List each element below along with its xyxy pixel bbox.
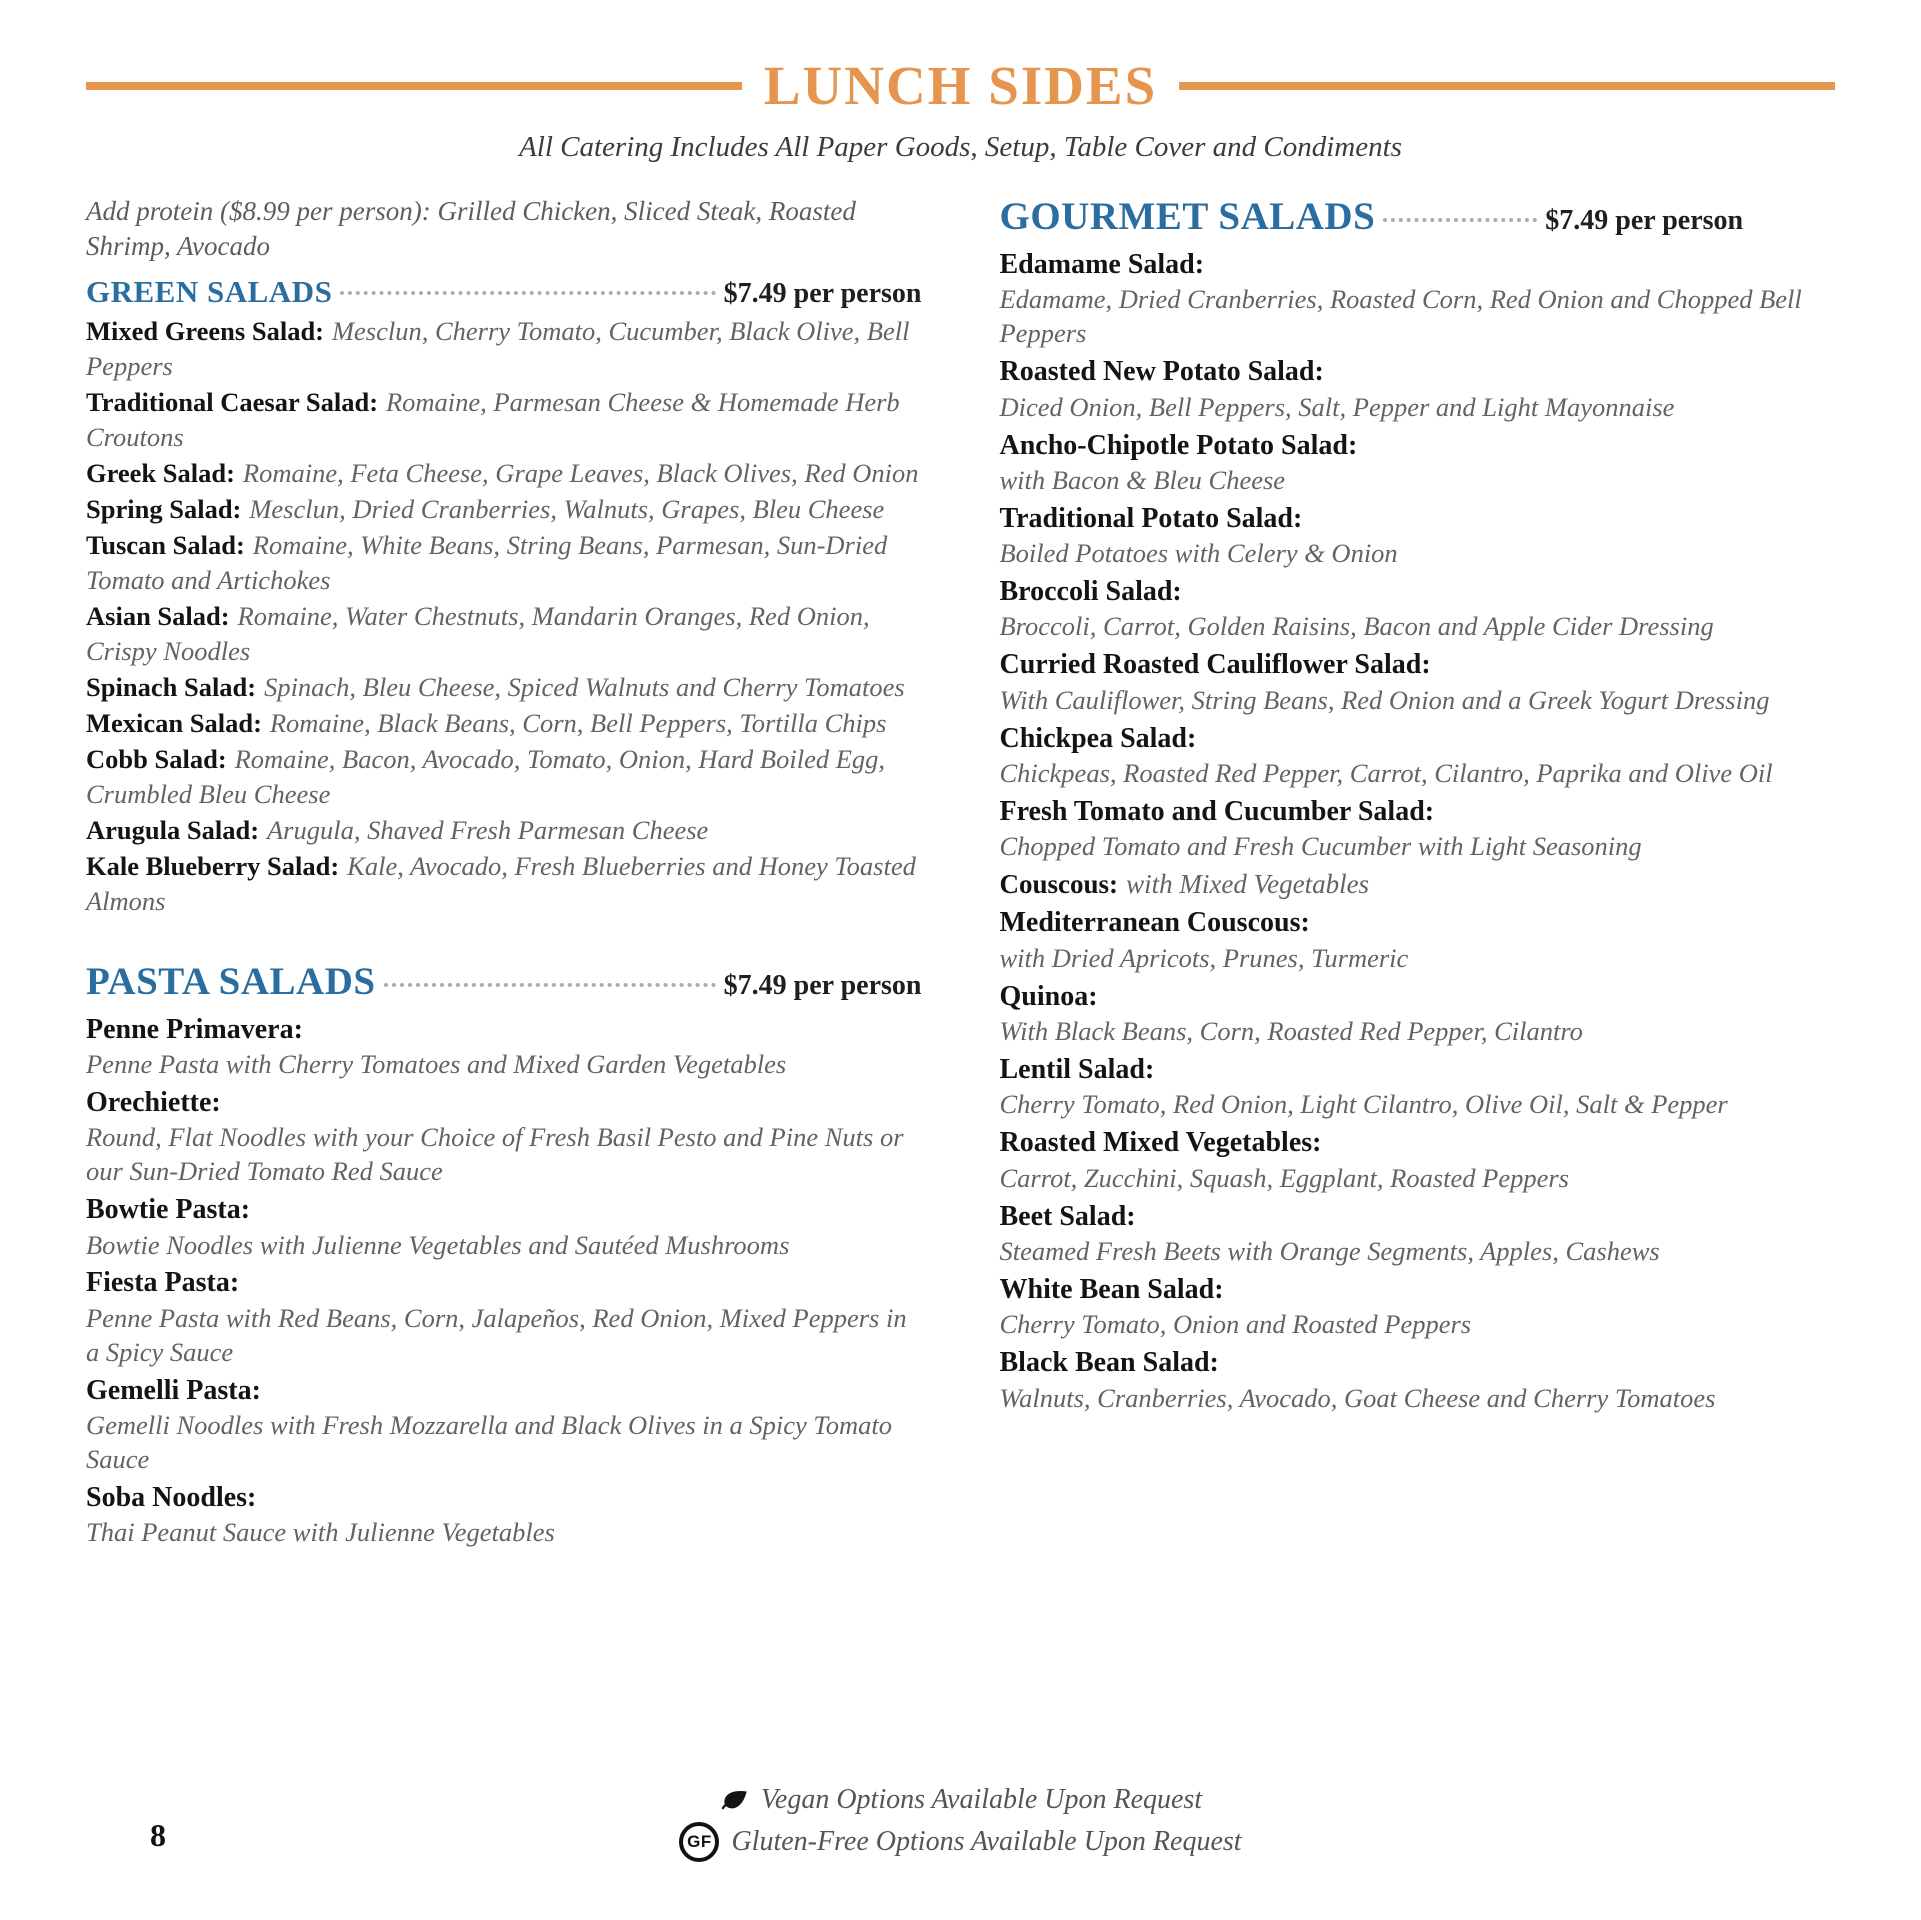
menu-item-description: Edamame, Dried Cranberries, Roasted Corn, Red Onion and Chopped Bell Peppers bbox=[999, 284, 1802, 349]
menu-item-name: Curried Roasted Cauliflower Salad: bbox=[999, 649, 1431, 681]
menu-item-description: Carrot, Zucchini, Squash, Eggplant, Roasted Peppers bbox=[999, 1162, 1569, 1193]
menu-item-description: Chopped Tomato and Fresh Cucumber with Light Seasoning bbox=[999, 831, 1642, 862]
pasta-salads-section bbox=[86, 959, 922, 1551]
menu-item-description: with Dried Apricots, Prunes, Turmeric bbox=[999, 942, 1409, 973]
menu-item-description: Spinach, Bleu Cheese, Spiced Walnuts and Cherry Tomatoes bbox=[264, 671, 905, 702]
menu-item bbox=[1000, 979, 1836, 1049]
menu-item-description: Bowtie Noodles with Julienne Vegetables and Sautéed Mushrooms bbox=[86, 1229, 790, 1260]
menu-item bbox=[86, 1373, 922, 1477]
dotted-leader bbox=[340, 291, 715, 295]
green-salads-items bbox=[86, 314, 922, 918]
page-header bbox=[86, 55, 1835, 116]
menu-item-description: Romaine, Bacon, Avocado, Tomato, Onion, Hard Boiled Egg, Crumbled Bleu Cheese bbox=[86, 743, 886, 809]
menu-item-name: Penne Primavera: bbox=[86, 1013, 303, 1045]
menu-item-name: Mixed Greens Salad: bbox=[86, 316, 325, 347]
green-salads-section bbox=[86, 274, 922, 918]
menu-item-name: Fresh Tomato and Cucumber Salad: bbox=[999, 795, 1435, 827]
menu-item bbox=[1000, 794, 1836, 864]
menu-item-name: Greek Salad: bbox=[86, 458, 235, 489]
pasta-salads-heading: PASTA SALADS bbox=[86, 959, 376, 1003]
pasta-salads-items bbox=[86, 1012, 922, 1551]
green-salads-heading: GREEN SALADS bbox=[86, 274, 333, 310]
dotted-leader bbox=[384, 983, 716, 987]
menu-item-description: Romaine, Black Beans, Corn, Bell Peppers, Tortilla Chips bbox=[269, 707, 887, 738]
menu-item-description: Penne Pasta with Cherry Tomatoes and Mixed Garden Vegetables bbox=[86, 1049, 787, 1080]
menu-item-description: Romaine, Feta Cheese, Grape Leaves, Black Olives, Red Onion bbox=[242, 458, 919, 489]
menu-item-name: White Bean Salad: bbox=[999, 1273, 1224, 1305]
menu-item-name: Kale Blueberry Salad: bbox=[86, 850, 340, 881]
menu-item-name: Orechiette: bbox=[86, 1086, 221, 1118]
menu-item-name: Asian Salad: bbox=[86, 600, 230, 631]
menu-item bbox=[86, 1265, 922, 1369]
gourmet-salads-price: $7.49 per person bbox=[1545, 205, 1744, 236]
green-salads-price: $7.49 per person bbox=[723, 278, 922, 310]
menu-item-description: Romaine, Parmesan Cheese & Homemade Herb Croutons bbox=[86, 387, 900, 453]
vegan-note-text: Vegan Options Available Upon Request bbox=[760, 1784, 1203, 1815]
gluten-free-icon: GF bbox=[679, 1822, 719, 1862]
menu-item bbox=[1000, 1199, 1836, 1269]
leaf-icon bbox=[716, 1782, 752, 1818]
menu-item bbox=[1000, 428, 1836, 498]
menu-item bbox=[1000, 1052, 1836, 1122]
menu-item-description: with Bacon & Bleu Cheese bbox=[999, 464, 1286, 495]
vegan-note-row bbox=[719, 1784, 1202, 1816]
menu-item-description: With Cauliflower, String Beans, Red Onion and a Greek Yogurt Dressing bbox=[999, 684, 1770, 715]
menu-item bbox=[86, 670, 922, 705]
menu-item-name: Roasted New Potato Salad: bbox=[999, 356, 1324, 388]
header-rule-right bbox=[1179, 82, 1835, 90]
menu-item bbox=[86, 1480, 922, 1550]
menu-item bbox=[86, 706, 922, 741]
pasta-salads-heading-row bbox=[86, 959, 922, 1004]
menu-item bbox=[86, 742, 922, 812]
menu-item bbox=[86, 599, 922, 669]
menu-item-name: Spinach Salad: bbox=[86, 671, 257, 702]
menu-item bbox=[1000, 1272, 1836, 1342]
header-rule-left bbox=[86, 82, 742, 90]
menu-item bbox=[1000, 1125, 1836, 1195]
menu-item bbox=[86, 849, 922, 919]
menu-item-description: Chickpeas, Roasted Red Pepper, Carrot, Cilantro, Paprika and Olive Oil bbox=[999, 758, 1773, 789]
menu-item-name: Broccoli Salad: bbox=[999, 576, 1182, 608]
menu-item-description: Gemelli Noodles with Fresh Mozzarella and Black Olives in a Spicy Tomato Sauce bbox=[86, 1410, 892, 1474]
page-title: LUNCH SIDES bbox=[763, 55, 1158, 116]
menu-item-name: Chickpea Salad: bbox=[999, 722, 1197, 754]
menu-item-name: Soba Noodles: bbox=[86, 1481, 257, 1513]
menu-item-description: Broccoli, Carrot, Golden Raisins, Bacon and Apple Cider Dressing bbox=[999, 611, 1714, 642]
menu-item-name: Beet Salad: bbox=[999, 1200, 1136, 1232]
menu-item bbox=[1000, 905, 1836, 975]
menu-item-name: Lentil Salad: bbox=[999, 1053, 1155, 1085]
menu-item-name: Mediterranean Couscous: bbox=[999, 907, 1310, 939]
menu-item-name: Arugula Salad: bbox=[86, 814, 260, 845]
menu-item bbox=[1000, 867, 1836, 902]
menu-item-description: Mesclun, Dried Cranberries, Walnuts, Grapes, Bleu Cheese bbox=[249, 494, 885, 525]
menu-item-description: Cherry Tomato, Red Onion, Light Cilantro, Olive Oil, Salt & Pepper bbox=[999, 1089, 1728, 1120]
menu-item-description: Arugula, Shaved Fresh Parmesan Cheese bbox=[266, 814, 709, 845]
menu-item bbox=[86, 1085, 922, 1189]
menu-item-description: With Black Beans, Corn, Roasted Red Pepper, Cilantro bbox=[999, 1016, 1583, 1047]
menu-item-name: Gemelli Pasta: bbox=[86, 1374, 261, 1406]
green-salads-heading-row bbox=[86, 274, 922, 310]
menu-item-description: Steamed Fresh Beets with Orange Segments, Apples, Cashews bbox=[999, 1235, 1660, 1266]
menu-item bbox=[1000, 354, 1836, 424]
gluten-free-note-row bbox=[679, 1822, 1241, 1862]
left-column bbox=[86, 194, 922, 1553]
menu-item-name: Ancho-Chipotle Potato Salad: bbox=[999, 429, 1358, 461]
menu-item-description: Romaine, Water Chestnuts, Mandarin Oranges, Red Onion, Crispy Noodles bbox=[86, 600, 870, 666]
menu-item bbox=[86, 813, 922, 848]
menu-item-description: Walnuts, Cranberries, Avocado, Goat Cheese and Cherry Tomatoes bbox=[999, 1382, 1716, 1413]
gluten-free-note-text: Gluten-Free Options Available Upon Request bbox=[731, 1826, 1242, 1857]
menu-item-name: Traditional Caesar Salad: bbox=[86, 387, 379, 418]
menu-item bbox=[1000, 1345, 1836, 1415]
menu-item-description: Boiled Potatoes with Celery & Onion bbox=[999, 538, 1398, 569]
menu-item-name: Spring Salad: bbox=[86, 494, 242, 525]
dotted-leader bbox=[1383, 218, 1537, 222]
menu-item-name: Mexican Salad: bbox=[86, 707, 262, 738]
menu-item bbox=[1000, 574, 1836, 644]
menu-item-name: Cobb Salad: bbox=[86, 743, 227, 774]
menu-item-description: Penne Pasta with Red Beans, Corn, Jalapeños, Red Onion, Mixed Peppers in a Spicy Sauce bbox=[86, 1302, 907, 1367]
menu-item bbox=[86, 1012, 922, 1082]
menu-item bbox=[86, 528, 922, 598]
footer-notes bbox=[86, 1784, 1835, 1862]
menu-item bbox=[1000, 647, 1836, 717]
menu-item-name: Traditional Potato Salad: bbox=[999, 502, 1303, 534]
add-protein-note: Add protein ($8.99 per person): Grilled Chicken, Sliced Steak, Roasted Shrimp, Avocado bbox=[86, 196, 856, 262]
menu-item-description: with Mixed Vegetables bbox=[1126, 869, 1370, 900]
menu-item bbox=[86, 1192, 922, 1262]
right-column bbox=[1000, 194, 1836, 1553]
menu-item-description: Cherry Tomato, Onion and Roasted Peppers bbox=[999, 1309, 1472, 1340]
menu-item-name: Edamame Salad: bbox=[999, 249, 1205, 280]
menu-item-description: Thai Peanut Sauce with Julienne Vegetables bbox=[86, 1517, 555, 1548]
menu-item-name: Tuscan Salad: bbox=[86, 530, 245, 560]
gourmet-salads-heading: GOURMET SALADS bbox=[999, 195, 1376, 238]
menu-columns bbox=[86, 194, 1835, 1553]
menu-item bbox=[86, 314, 922, 384]
gourmet-salads-section bbox=[1000, 194, 1836, 1415]
menu-item-name: Quinoa: bbox=[999, 980, 1098, 1012]
menu-item bbox=[1000, 501, 1836, 571]
menu-item-name: Couscous: bbox=[999, 869, 1119, 900]
gourmet-salads-heading-row bbox=[1000, 194, 1744, 239]
menu-item-description: Romaine, White Beans, String Beans, Parmesan, Sun-Dried Tomato and Artichokes bbox=[86, 530, 888, 595]
page-subtitle: All Catering Includes All Paper Goods, Setup, Table Cover and Condiments bbox=[519, 131, 1402, 163]
menu-item bbox=[86, 385, 922, 455]
menu-item-name: Black Bean Salad: bbox=[999, 1347, 1219, 1379]
menu-item-name: Fiesta Pasta: bbox=[86, 1267, 240, 1299]
menu-item-description: Mesclun, Cherry Tomato, Cucumber, Black Olive, Bell Peppers bbox=[86, 316, 910, 382]
page-number: 8 bbox=[150, 1817, 166, 1853]
menu-item bbox=[86, 456, 922, 491]
menu-item bbox=[1000, 247, 1836, 351]
menu-item-description: Kale, Avocado, Fresh Blueberries and Honey Toasted Almons bbox=[86, 850, 916, 916]
pasta-salads-price: $7.49 per person bbox=[723, 969, 922, 1001]
menu-item-description: Diced Onion, Bell Peppers, Salt, Pepper and Light Mayonnaise bbox=[999, 391, 1675, 422]
menu-item bbox=[86, 492, 922, 527]
menu-item-name: Roasted Mixed Vegetables: bbox=[999, 1127, 1322, 1159]
gourmet-salads-items bbox=[1000, 247, 1836, 1415]
menu-item-name: Bowtie Pasta: bbox=[86, 1194, 251, 1226]
page-footer bbox=[86, 1784, 1835, 1878]
menu-item-description: Round, Flat Noodles with your Choice of Fresh Basil Pesto and Pine Nuts or our Sun-Dried Tomato Red Sauce bbox=[86, 1122, 904, 1187]
menu-item bbox=[1000, 721, 1836, 791]
